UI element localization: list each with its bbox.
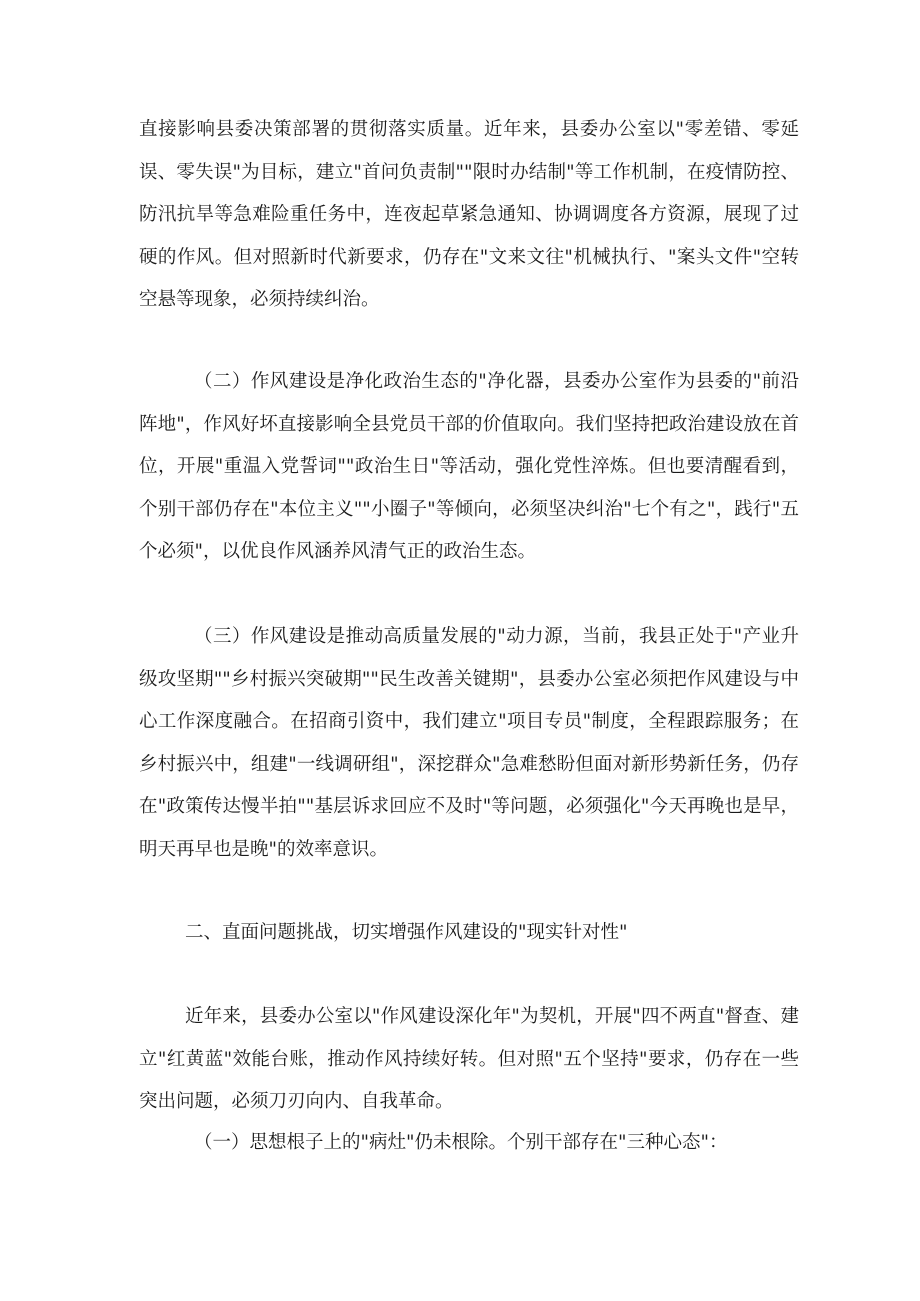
paragraph-political-ecology: （二）作风建设是净化政治生态的"净化器，县委办公室作为县委的"前沿阵地"，作风好坏直接影响全县党员干部的价值取向。我们坚持把政治建设放在首位，开展"重温入党誓词""政治生日"等活动，强化党性淬炼。但也要清醒看到，个别干部仍存在"本位主义""小圈子"等倾向，必须坚决纠治"七个有之"，践行"五个必须"，以优良作风涵养风清气正的政治生态。 [139, 371, 799, 562]
paragraph-high-quality-development: （三）作风建设是推动高质量发展的"动力源，当前，我县正处于"产业升级攻坚期""乡村振兴突破期""民生改善关键期"，县委办公室必须把作风建设与中心工作深度融合。在招商引资中，我们建立"项目专员"制度，全程跟踪服务；在乡村振兴中，组建"一线调研组"，深挖群众"急难愁盼但面对新形势新任务，仍存在"政策传达慢半拍""基层诉求回应不及时"等问题，必须强化"今天再晚也是早，明天再早也是晚"的效率意识。 [139, 626, 799, 860]
section-heading-two: 二、直面问题挑战，切实增强作风建设的"现实针对性" [185, 922, 628, 943]
paragraph-recent-years: 近年来，县委办公室以"作风建设深化年"为契机，开展"四不两直"督查、建立"红黄蓝"效能台账，推动作风持续好转。但对照"五个坚持"要求，仍存在一些突出问题，必须刀刃向内、自我革命。 [139, 1006, 799, 1112]
paragraph-work-quality: 直接影响县委决策部署的贯彻落实质量。近年来，县委办公室以"零差错、零延误、零失误"为目标，建立"首问负责制""限时办结制"等工作机制，在疫情防控、防汛抗旱等急难险重任务中，连夜起草紧急通知、协调调度各方资源，展现了过硬的作风。但对照新时代新要求，仍存在"文来文往"机械执行、"案头文件"空转空悬等现象，必须持续纠治。 [139, 119, 799, 310]
paragraph-ideological-roots: （一）思想根子上的"病灶"仍未根除。个别干部存在"三种心态"： [194, 1132, 728, 1153]
